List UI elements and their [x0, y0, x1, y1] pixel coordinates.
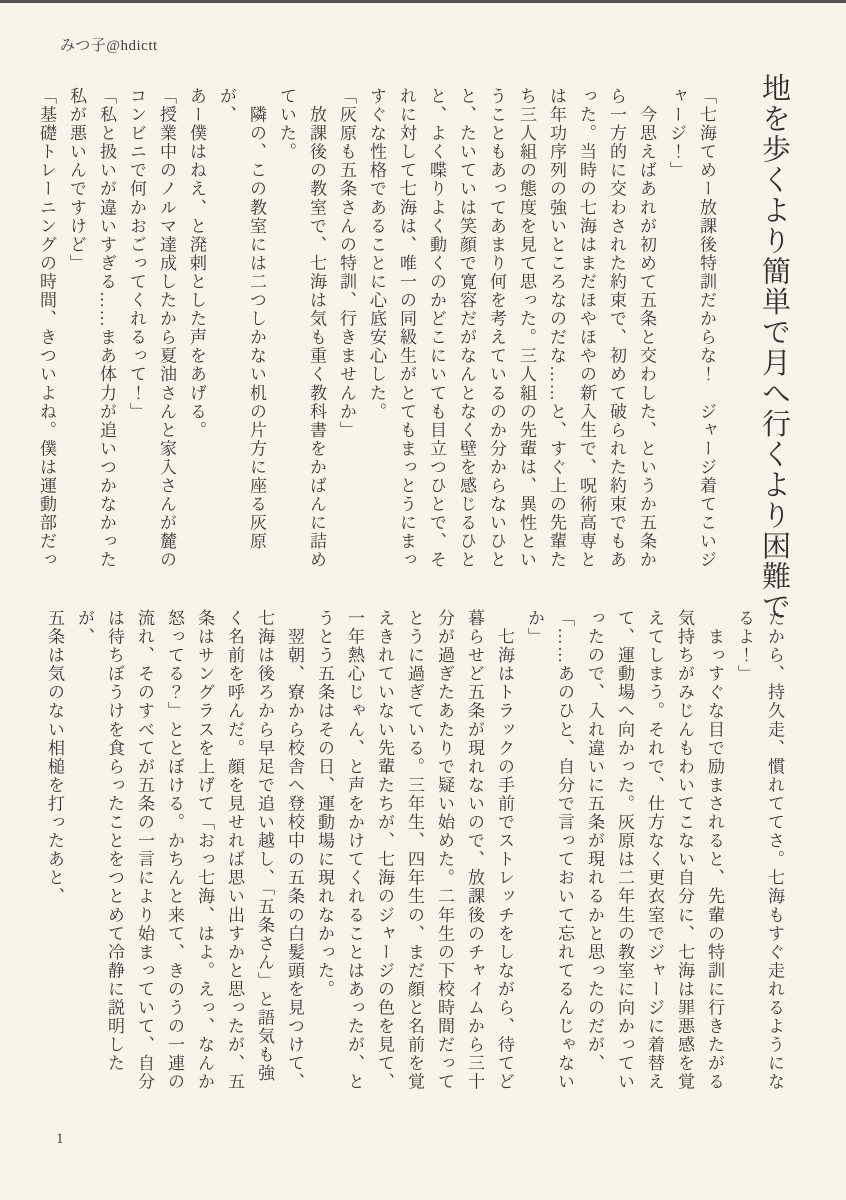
- text-line: 翌朝、寮から校舎へ登校中の五条の白髪頭を見つけて、: [285, 609, 304, 1092]
- text-line: うこともあってあまり何を考えているのか分からないひと: [487, 87, 506, 570]
- story-title: 地を歩くより簡単で月へ行くより困難で: [758, 73, 790, 622]
- author-handle: みつ子@hdictt: [60, 38, 158, 54]
- text-line: ら一方的に交わされた約束で、初めて破られた約束でもあ: [607, 87, 626, 570]
- text-line: 流れ、そのすべてが五条の一言により始まっていて、自分: [135, 609, 154, 1092]
- text-line: とうに過ぎている。三年生、四年生の、まだ顔と名前を覚: [405, 609, 424, 1092]
- text-line: 隣の、この教室には二つしかない机の片方に座る灰原が、: [217, 87, 266, 551]
- text-line: 怒ってる？」ととぼける。かちんと来て、きのうの一連の: [165, 609, 184, 1092]
- text-line: 「灰原も五条さんの特訓、行きませんか」: [337, 87, 356, 440]
- text-line: あー僕はねえ、と溌剌とした声をあげる。: [187, 87, 206, 440]
- text-line: コンビニで何かおごってくれるって！」: [127, 87, 146, 421]
- text-line: 今思えばあれが初めて五条と交わした、というか五条か: [637, 87, 656, 570]
- text-line: まっすぐな目で励まされると、先輩の特訓に行きたがる: [705, 609, 724, 1092]
- text-line: は年功序列の強いところなのだな……と、すぐ上の先輩た: [547, 87, 566, 570]
- text-line: 七海はトラックの手前でストレッチをしながら、待てど: [495, 609, 514, 1092]
- text-line: たから、持久走、慣れててさ。七海もすぐ走れるようにな: [765, 609, 784, 1092]
- story-body-top-section: [31, 87, 721, 575]
- text-line: と、よく喋りよく動くのかどこにいても目立つひとで、そ: [427, 87, 446, 570]
- text-line: と、たいていは笑顔で寛容だがなんとなく壁を感じるひと: [457, 87, 476, 570]
- text-line: は待ちぼうけを食らったことをつとめて冷静に説明したが、: [75, 609, 124, 1073]
- text-line: すぐな性格であることに心底安心した。: [367, 87, 386, 421]
- page-number: 1: [56, 1131, 64, 1147]
- text-line: 私が悪いんですけど」: [67, 87, 86, 273]
- text-line: えてしまう。それで、仕方なく更衣室でジャージに着替え: [645, 609, 664, 1092]
- text-line: 放課後の教室で、七海は気も重く教科書をかばんに詰め: [307, 87, 326, 570]
- text-line: 気持ちがみじんもわいてこない自分に、七海は罪悪感を覚: [675, 609, 694, 1092]
- text-line: 条はサングラスを上げて「おっ七海、はよ。えっ、なんか: [195, 609, 214, 1092]
- text-line: るよ！」: [735, 609, 754, 684]
- text-line: うとう五条はその日、運動場に現れなかった。: [315, 609, 334, 999]
- text-line: ていた。: [277, 87, 296, 162]
- text-line: った。当時の七海はまだほやほやの新入生で、呪術高専と: [577, 87, 596, 570]
- text-line: れに対して七海は、唯一の同級生がとてもまっとうにまっ: [397, 87, 416, 570]
- text-line: 「七海てめー放課後特訓だからな！ ジャージ着てこいジ: [697, 87, 716, 570]
- text-line: か」: [525, 609, 544, 647]
- text-line: く名前を呼んだ。顔を見せれば思い出すかと思ったが、五: [225, 609, 244, 1092]
- text-line: 分が過ぎたあたりで疑い始めた。二年生の下校時間だって: [435, 609, 454, 1092]
- text-line: 「……あのひと、自分で言っておいて忘れてるんじゃない: [555, 609, 574, 1092]
- text-line: ャージ！」: [667, 87, 686, 180]
- text-line: 「私と扱いが違いすぎる……まあ体力が追いつかなかった: [97, 87, 116, 570]
- text-line: て、運動場へ向かった。灰原は二年生の教室に向かってい: [615, 609, 634, 1092]
- text-line: ったので、入れ違いに五条が現れるかと思ったのだが、: [585, 609, 604, 1073]
- text-line: 七海は後ろから早足で追い越し、「五条さん」と語気も強: [255, 609, 274, 1083]
- story-body-bottom-section: [39, 609, 789, 1099]
- text-line: 暮らせど五条が現れないので、放課後のチャイムから三十: [465, 609, 484, 1092]
- text-line: 五条は気のない相槌を打ったあと、: [45, 609, 64, 906]
- text-line: ち三人組の態度を見て思った。三人組の先輩は、異性とい: [517, 87, 536, 570]
- text-line: 「基礎トレーニングの時間、きついよね。僕は運動部だっ: [37, 87, 56, 570]
- text-line: 「授業中のノルマ達成したから夏油さんと家入さんが麓の: [157, 87, 176, 570]
- text-line: えきれていない先輩たちが、七海のジャージの色を見て、: [375, 609, 394, 1092]
- text-line: 一年熱心じゃん、と声をかけてくれることはあったが、と: [345, 609, 364, 1092]
